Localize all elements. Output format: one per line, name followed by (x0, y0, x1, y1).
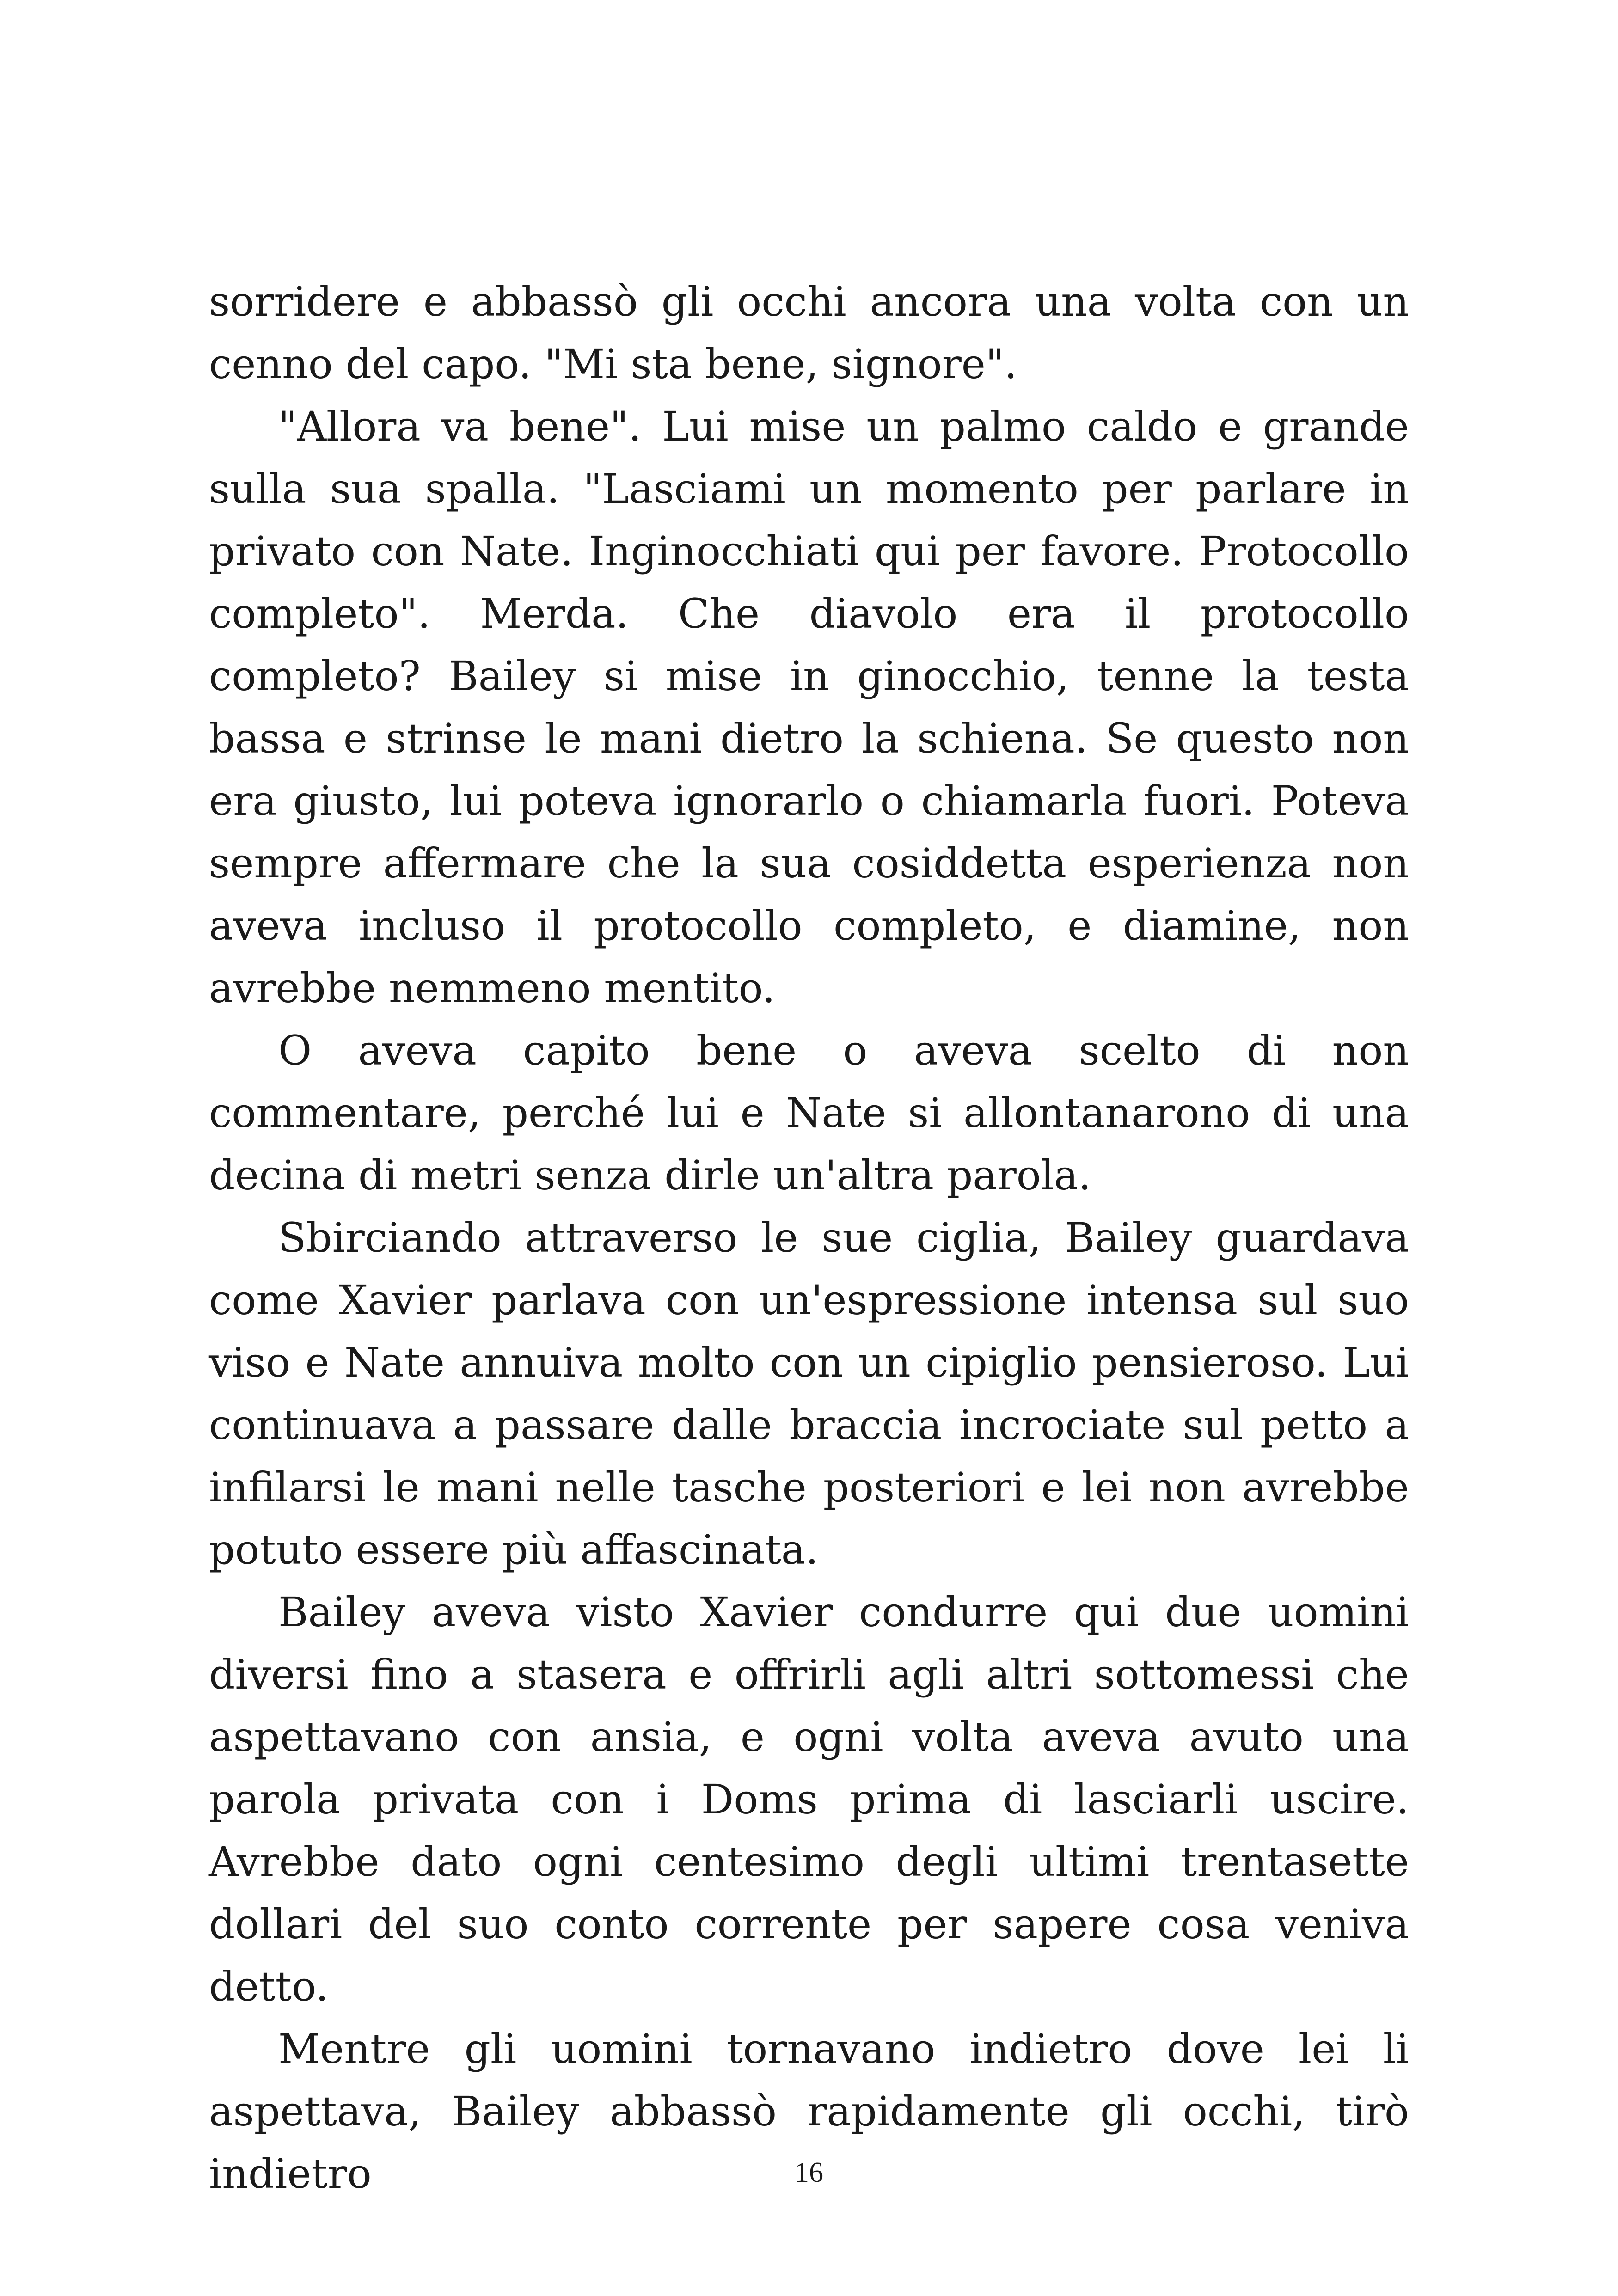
paragraph-6: Mentre gli uomini tornavano indietro dove lei li aspettava, Bailey abbassò rapidamente gli occhi, tirò indietro (209, 2025, 1409, 2198)
paragraph-5: Bailey aveva visto Xavier condurre qui due uomini diversi fino a stasera e offrirli agli altri sottomessi che aspettavano con ansia, e ogni volta aveva avuto una parola privata con i Doms prima di lasciarli uscire. Avrebbe dato ogni centesimo degli ultimi trentasette dollari del suo conto corrente per sapere cosa veniva detto. (209, 1588, 1409, 2010)
paragraph-3: O aveva capito bene o aveva scelto di non commentare, perché lui e Nate si allontanarono di una decina di metri senza dirle un'altra parola. (209, 1027, 1409, 1199)
paragraph-1: sorridere e abbassò gli occhi ancora una volta con un cenno del capo. "Mi sta bene, signore". (209, 278, 1409, 388)
page-number: 16 (795, 2157, 823, 2188)
paragraph-2: "Allora va bene". Lui mise un palmo caldo e grande sulla sua spalla. "Lasciami un momento per parlare in privato con Nate. Inginocchiati qui per favore. Protocollo completo". Merda. Che diavolo era il protocollo completo? Bailey si mise in ginocchio, tenne la testa bassa e strinse le mani dietro la schiena. Se questo non era giusto, lui poteva ignorarlo o chiamarla fuori. Poteva sempre affermare che la sua cosiddetta esperienza non aveva incluso il protocollo completo, e diamine, non avrebbe nemmeno mentito. (209, 403, 1409, 1012)
body-text (209, 270, 1409, 2205)
paragraph-4: Sbirciando attraverso le sue ciglia, Bailey guardava come Xavier parlava con un'espressione intensa sul suo viso e Nate annuiva molto con un cipiglio pensieroso. Lui continuava a passare dalle braccia incrociate sul petto a infilarsi le mani nelle tasche posteriori e lei non avrebbe potuto essere più affascinata. (209, 1214, 1409, 1574)
